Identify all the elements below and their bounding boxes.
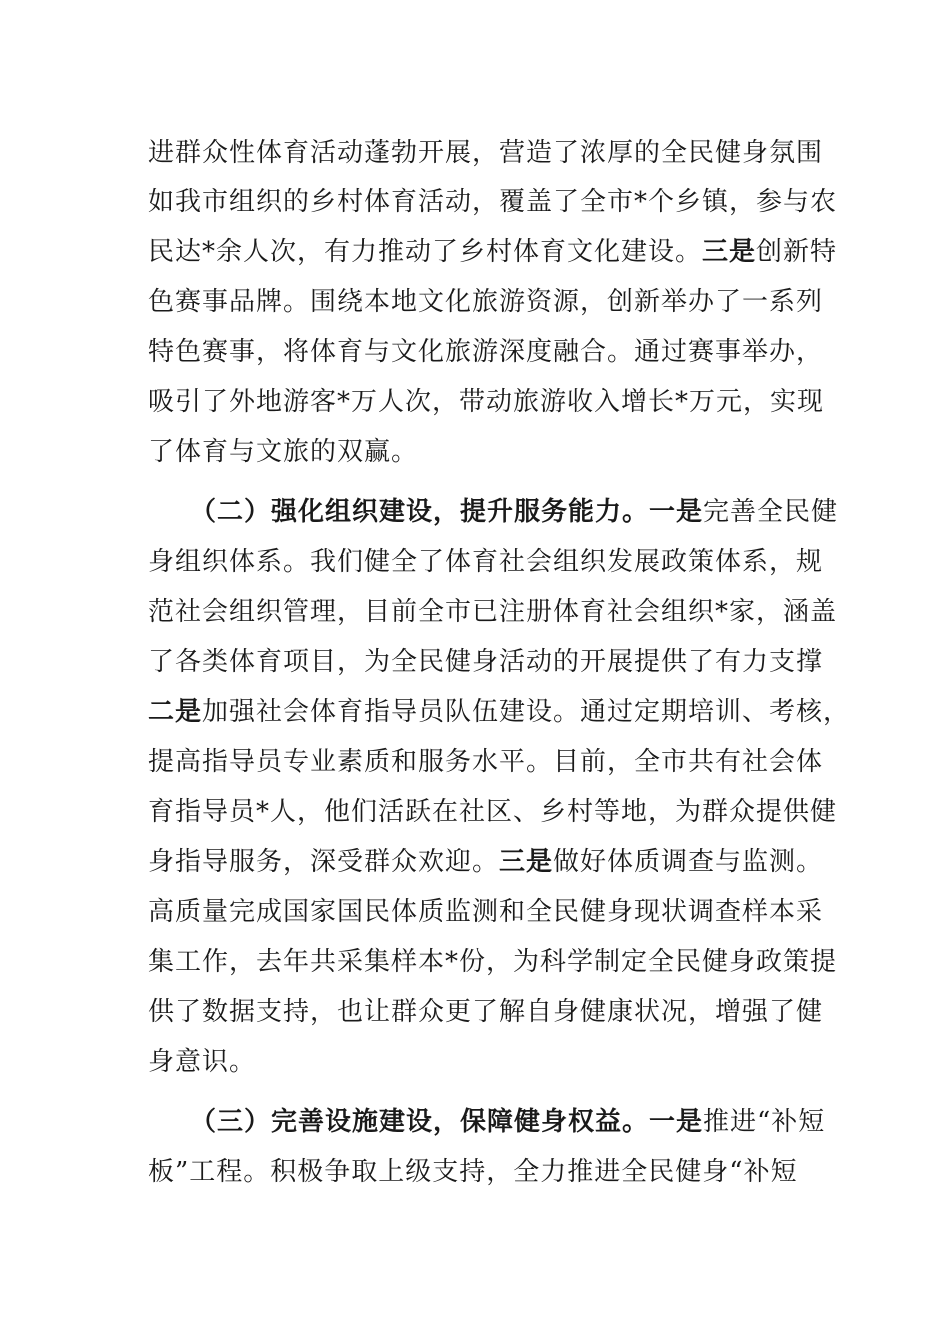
p2-line-8-text-c: 做好体质调查与监测。 [553, 847, 824, 877]
p2-line-12: 身意识。 [148, 1047, 257, 1077]
p1-line-3 [148, 232, 838, 272]
p3-line-1 [190, 1102, 826, 1142]
p2-line-1 [190, 492, 839, 532]
p2-line-8-bold-sanshi: 三是 [499, 847, 554, 877]
p1-line-1: 进群众性体育活动蓬勃开展，营造了浓厚的全民健身氛围 [148, 138, 824, 168]
p2-line-8 [148, 842, 824, 882]
p1-line-2: 如我市组织的乡村体育活动，覆盖了全市*个乡镇，参与农 [148, 187, 838, 217]
p3-line-1-text-b: 推进“补短 [703, 1107, 826, 1137]
p2-line-3: 范社会组织管理，目前全市已注册体育社会组织*家，涵盖 [148, 597, 838, 627]
p2-line-2: 身组织体系。我们健全了体育社会组织发展政策体系，规 [148, 547, 824, 577]
p2-line-5-bold-ershi: 二是 [148, 697, 203, 727]
p2-line-5 [148, 692, 851, 732]
p1-line-7: 了体育与文旅的双赢。 [148, 437, 419, 467]
p2-line-10: 集工作，去年共采集样本*份，为科学制定全民健身政策提 [148, 947, 838, 977]
p1-line-3-text-c: 创新特 [756, 237, 838, 267]
p1-line-3-bold-sanshi: 三是 [702, 237, 757, 267]
p1-line-4: 色赛事品牌。围绕本地文化旅游资源，创新举办了一系列 [148, 287, 824, 317]
p2-line-1-text-b: 完善全民健 [703, 497, 839, 527]
p2-heading-bold: （二）强化组织建设，提升服务能力。一是 [190, 497, 704, 527]
p3-line-2: 板”工程。积极争取上级支持，全力推进全民健身“补短 [148, 1157, 798, 1187]
p2-line-6: 提高指导员专业素质和服务水平。目前，全市共有社会体 [148, 747, 824, 777]
p2-line-7: 育指导员*人，他们活跃在社区、乡村等地，为群众提供健 [148, 797, 838, 827]
p1-line-5: 特色赛事，将体育与文化旅游深度融合。通过赛事举办， [148, 337, 824, 367]
p3-heading-bold: （三）完善设施建设，保障健身权益。一是 [190, 1107, 704, 1137]
p2-line-11: 供了数据支持，也让群众更了解自身健康状况，增强了健 [148, 997, 824, 1027]
p1-line-6: 吸引了外地游客*万人次，带动旅游收入增长*万元，实现 [148, 387, 825, 417]
p1-line-3-text-a: 民达*余人次，有力推动了乡村体育文化建设。 [148, 237, 703, 267]
p2-line-5-text-b: 加强社会体育指导员队伍建设。通过定期培训、考核， [202, 697, 851, 727]
p2-line-4: 了各类体育项目，为全民健身活动的开展提供了有力支撑 [148, 647, 824, 677]
p2-line-8-text-a: 身指导服务，深受群众欢迎。 [148, 847, 500, 877]
p2-line-9: 高质量完成国家国民体质监测和全民健身现状调查样本采 [148, 897, 824, 927]
